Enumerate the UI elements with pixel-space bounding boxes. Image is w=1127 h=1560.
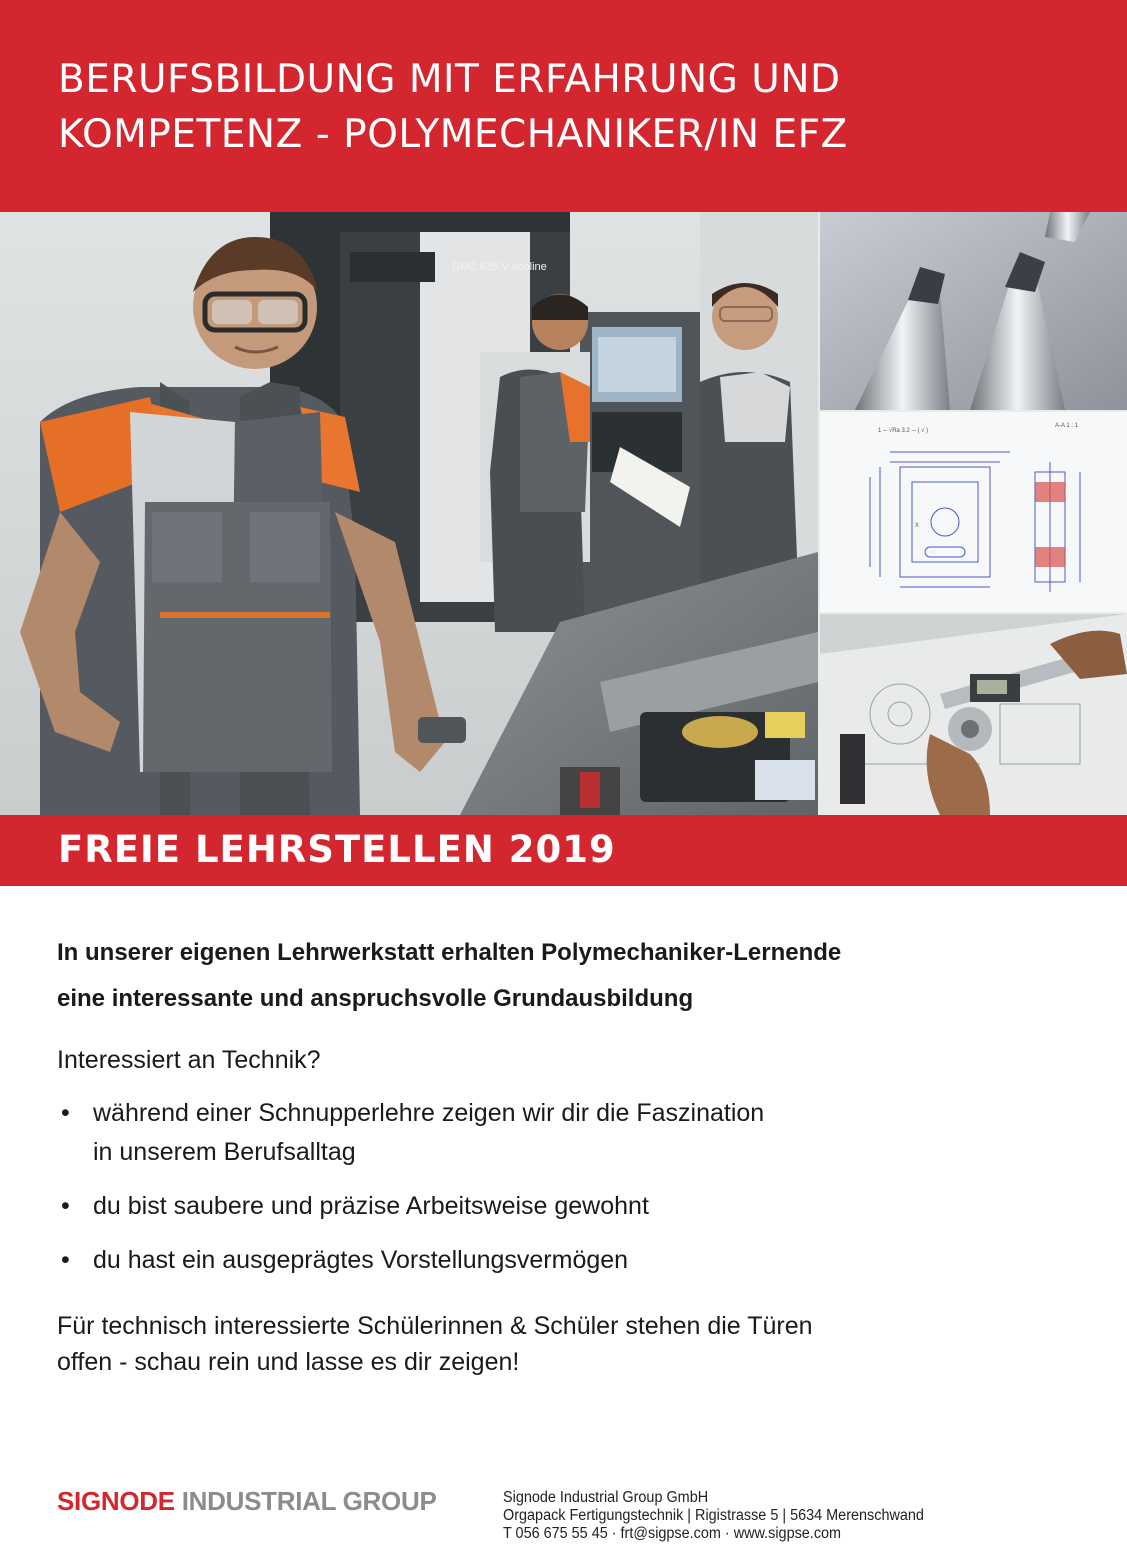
title-line-2: KOMPETENZ - POLYMECHANIKER/IN EFZ	[58, 112, 848, 157]
svg-text:X: X	[915, 523, 920, 529]
technical-drawing	[820, 412, 1127, 612]
svg-text:1 ─ √Ra 3.2 ─ ( √ ): 1 ─ √Ra 3.2 ─ ( √ )	[878, 428, 929, 434]
bullet-icon: •	[61, 1246, 70, 1274]
question-text: Interessiert an Technik?	[57, 1046, 321, 1074]
closing-text	[57, 1308, 1077, 1380]
logo-signode: SIGNODE	[57, 1486, 175, 1516]
bullet-icon: •	[61, 1099, 70, 1127]
lead-line-2: eine interessante und anspruchsvolle Grundausbildung	[57, 985, 694, 1012]
list-item	[57, 1241, 1077, 1280]
list-item	[57, 1094, 1077, 1172]
svg-text:A-A 1 : 1: A-A 1 : 1	[1055, 423, 1079, 429]
bullet-text: du hast ein ausgeprägtes Vorstellungsvermögen	[93, 1246, 629, 1274]
bullet-icon: •	[61, 1192, 70, 1220]
lead-line-1: In unserer eigenen Lehrwerkstatt erhalten Polymechaniker-Lernende	[57, 939, 842, 966]
machine-label: DMC 635 V ecoline	[452, 261, 547, 273]
closing-line-1: Für technisch interessierte Schülerinnen & Schüler stehen die Türen	[57, 1312, 813, 1340]
title-line-1: BERUFSBILDUNG MIT ERFAHRUNG UND	[58, 57, 841, 102]
bullet-text-continued: in unserem Berufsalltag	[93, 1138, 356, 1166]
page-title	[58, 52, 848, 162]
lead-text	[57, 930, 1077, 1022]
workshop-photo	[0, 212, 818, 815]
caliper-photo	[820, 614, 1127, 815]
main-content	[57, 930, 1077, 1380]
bullet-list	[57, 1094, 1077, 1280]
bullet-text: während einer Schnupperlehre zeigen wir dir die Faszination	[93, 1099, 765, 1127]
company-name: Signode Industrial Group GmbH	[503, 1489, 709, 1506]
closing-line-2: offen - schau rein und lasse es dir zeigen!	[57, 1348, 520, 1376]
company-address: Orgapack Fertigungstechnik | Rigistrasse 5 | 5634 Merenschwand	[503, 1507, 924, 1524]
bullet-text: du bist saubere und präzise Arbeitsweise gewohnt	[93, 1192, 649, 1220]
company-logo	[57, 1486, 436, 1517]
vacancy-title: FREIE LEHRSTELLEN 2019	[58, 828, 616, 871]
list-item	[57, 1187, 1077, 1226]
photo-collage	[0, 212, 1127, 815]
contact-block	[503, 1489, 924, 1543]
company-contact: T 056 675 55 45 · frt@sigpse.com · www.sigpse.com	[503, 1525, 842, 1542]
logo-industrial-group: INDUSTRIAL GROUP	[181, 1486, 437, 1516]
header-banner	[0, 0, 1127, 212]
vacancy-banner	[0, 815, 1127, 886]
drill-photo	[820, 212, 1127, 410]
